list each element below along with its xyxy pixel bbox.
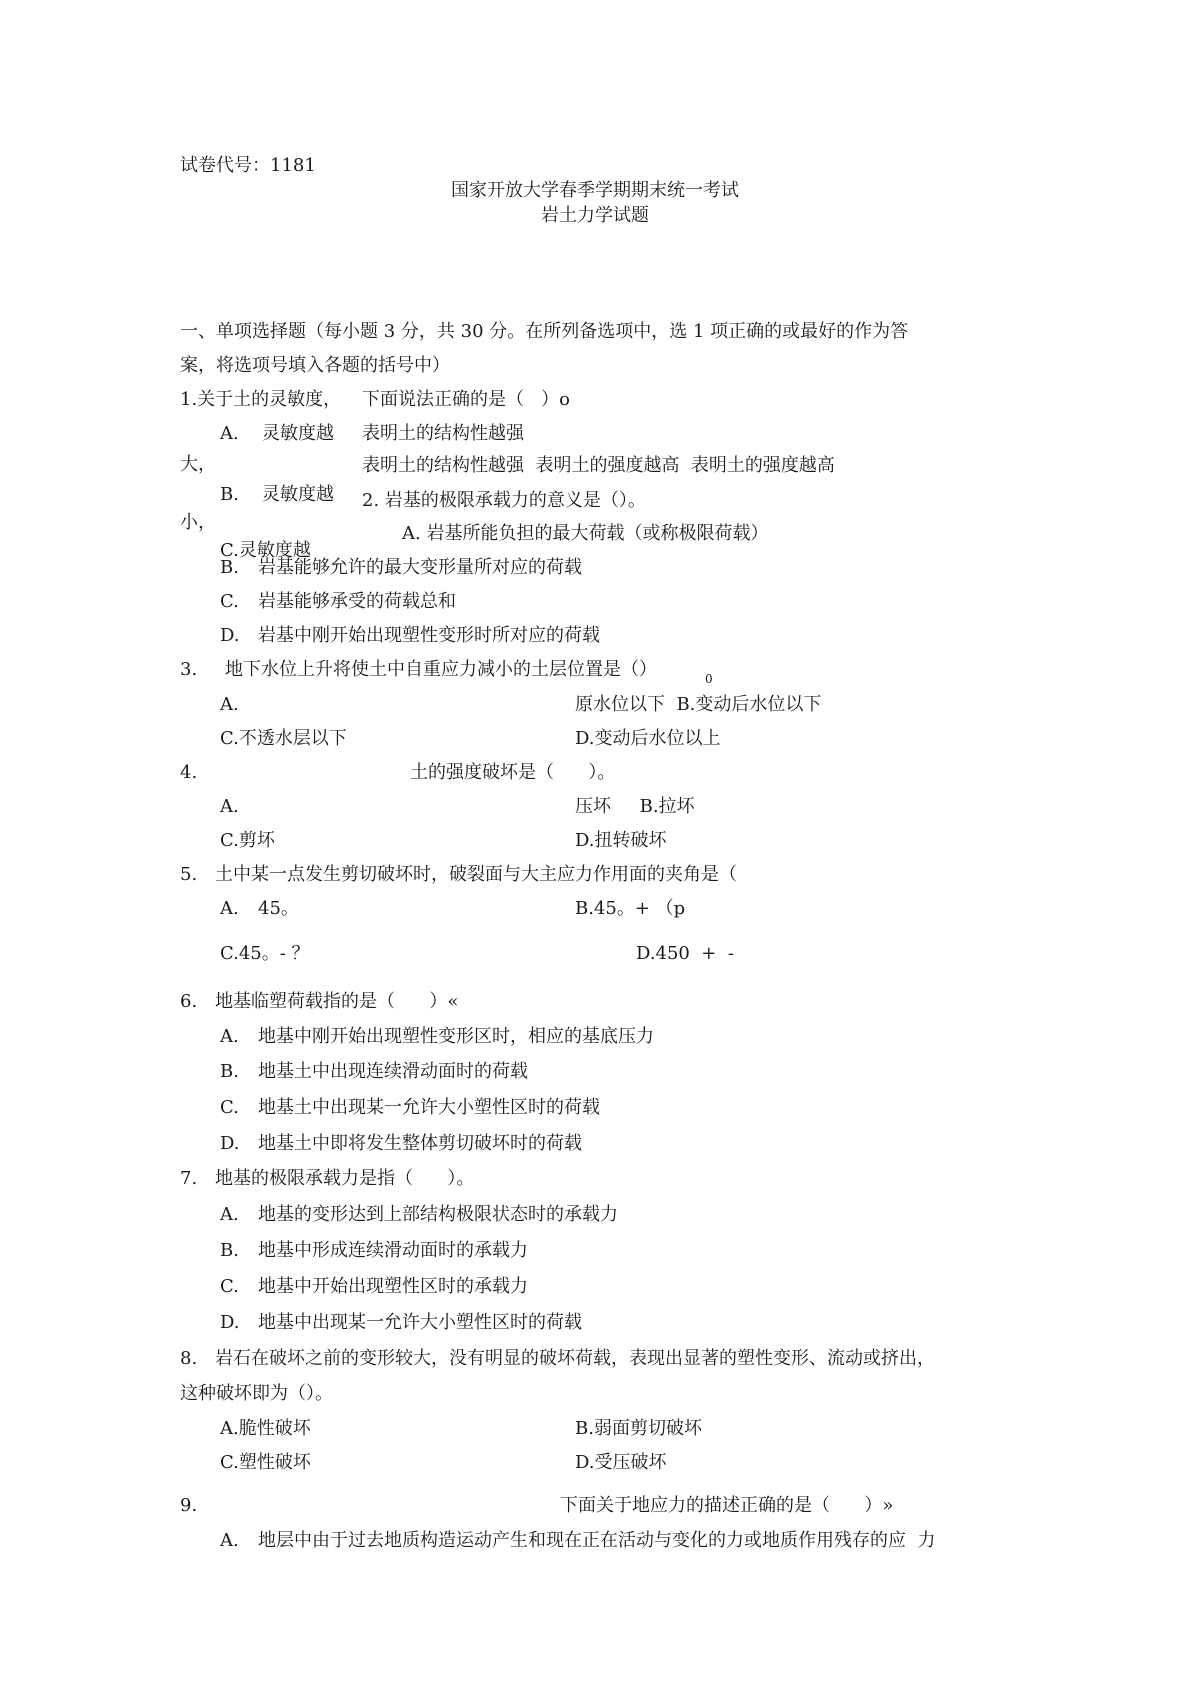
exam-subtitle: 岩土力学试题 bbox=[541, 205, 649, 226]
q5-number: 5. bbox=[180, 864, 198, 885]
q6-stem: 地基临塑荷载指的是（ ）« bbox=[215, 991, 459, 1012]
q3-number: 3. bbox=[180, 659, 198, 680]
q7-stem: 地基的极限承载力是指（ ）。 bbox=[215, 1168, 475, 1189]
q7-option-c-label: C. bbox=[220, 1276, 239, 1297]
q2-option-b-text: 岩基能够允许的最大变形量所对应的荷载 bbox=[258, 557, 582, 578]
q7-option-d-label: D. bbox=[220, 1312, 240, 1333]
q5-option-b: B.45。+ （p bbox=[575, 898, 686, 919]
q3-option-a-label: A. bbox=[220, 694, 239, 715]
exam-title: 国家开放大学春季学期期末统一考试 bbox=[451, 180, 739, 201]
q5-option-a-text: 45。 bbox=[258, 898, 299, 919]
q5-option-d: D.450 + - bbox=[636, 943, 734, 964]
q7-option-a-text: 地基的变形达到上部结构极限状态时的承载力 bbox=[258, 1204, 618, 1225]
q9-stem: 下面关于地应力的描述正确的是（ ）» bbox=[560, 1495, 894, 1516]
q3-option-d: D.变动后水位以上 bbox=[575, 728, 721, 749]
q7-option-c-text: 地基中开始出现塑性区时的承载力 bbox=[258, 1276, 528, 1297]
q1-option-c-text: C.灵敏度越 bbox=[220, 540, 311, 561]
q2-option-b-label: B. bbox=[220, 557, 239, 578]
q8-number: 8. bbox=[180, 1348, 198, 1369]
q1-option-b-label: B. bbox=[220, 484, 239, 505]
q6-option-c-text: 地基土中出现某一允许大小塑性区时的荷载 bbox=[258, 1097, 600, 1118]
q2-option-c-text: 岩基能够承受的荷载总和 bbox=[258, 591, 456, 612]
q8-option-b: B.弱面剪切破坏 bbox=[575, 1418, 702, 1439]
q8-option-d: D.受压破坏 bbox=[575, 1452, 667, 1473]
q1-stem-part-2: 下面说法正确的是（ ）o bbox=[362, 389, 571, 410]
q1-wrap-da: 大， bbox=[180, 454, 216, 475]
q6-option-a-text: 地基中刚开始出现塑性变形区时，相应的基底压力 bbox=[258, 1026, 654, 1047]
exam-code: 试卷代号：1181 bbox=[180, 155, 316, 176]
section-heading-line-1: 一、单项选择题（每小题 3 分，共 30 分。在所列备选项中，选 1 项正确的或最好的作为答 bbox=[180, 321, 909, 342]
q6-option-c-label: C. bbox=[220, 1097, 239, 1118]
q7-option-b-text: 地基中形成连续滑动面时的承载力 bbox=[258, 1240, 528, 1261]
q4-option-c: C.剪坏 bbox=[220, 830, 275, 851]
q2-option-a: A. 岩基所能负担的最大荷载（或称极限荷载） bbox=[402, 523, 769, 544]
q8-stem-line-2: 这种破坏即为（）。 bbox=[180, 1383, 333, 1404]
q2-option-d-text: 岩基中刚开始出现塑性变形时所对应的荷载 bbox=[258, 625, 600, 646]
q9-number: 9. bbox=[180, 1495, 198, 1516]
q7-option-b-label: B. bbox=[220, 1240, 239, 1261]
q4-option-d: D.扭转破坏 bbox=[575, 830, 667, 851]
q1-option-a-label: A. bbox=[220, 423, 239, 444]
q6-option-b-label: B. bbox=[220, 1061, 239, 1082]
q9-option-a-label: A. bbox=[220, 1530, 239, 1551]
q7-option-d-text: 地基中出现某一允许大小塑性区时的荷载 bbox=[258, 1312, 582, 1333]
q4-options-ab-text: 压坏 B.拉坏 bbox=[575, 796, 695, 817]
q2-option-c-label: C. bbox=[220, 591, 239, 612]
q1-stem-part-1: 1.关于土的灵敏度， bbox=[180, 389, 342, 410]
q8-option-c: C.塑性破坏 bbox=[220, 1452, 311, 1473]
q3-option-c: C.不透水层以下 bbox=[220, 728, 347, 749]
q3-options-ab-text: 原水位以下 B.变动后水位以下 bbox=[575, 694, 822, 715]
q2-option-d-label: D. bbox=[220, 625, 240, 646]
q5-option-c: C.45。- ？ bbox=[220, 943, 310, 964]
q5-stem: 土中某一点发生剪切破坏时，破裂面与大主应力作用面的夹角是（ bbox=[215, 864, 737, 885]
q6-option-a-label: A. bbox=[220, 1026, 239, 1047]
q2-stem: 2. 岩基的极限承载力的意义是（）。 bbox=[362, 490, 646, 511]
q6-number: 6. bbox=[180, 991, 198, 1012]
q7-number: 7. bbox=[180, 1168, 198, 1189]
q4-number: 4. bbox=[180, 762, 198, 783]
q3-stem: 地下水位上升将使土中自重应力减小的土层位置是（） bbox=[225, 659, 657, 680]
q1-option-a-text-2: 表明土的结构性越强 bbox=[362, 423, 524, 444]
q7-option-a-label: A. bbox=[220, 1204, 239, 1225]
q9-option-a-text: 地层中由于过去地质构造运动产生和现在正在活动与变化的力或地质作用残存的应 力 bbox=[258, 1530, 936, 1551]
q5-option-a-label: A. bbox=[220, 898, 239, 919]
q6-option-d-label: D. bbox=[220, 1133, 240, 1154]
q6-option-b-text: 地基土中出现连续滑动面时的荷载 bbox=[258, 1061, 528, 1082]
q1-option-b-text-1: 灵敏度越 bbox=[262, 484, 334, 505]
q3-mark: 0 bbox=[705, 672, 713, 686]
q6-option-d-text: 地基土中即将发生整体剪切破坏时的荷载 bbox=[258, 1133, 582, 1154]
q4-stem: 土的强度破坏是（ ）。 bbox=[410, 762, 616, 783]
q8-option-a: A.脆性破坏 bbox=[220, 1418, 311, 1439]
q1-wrap-xiao: 小， bbox=[180, 512, 216, 533]
q8-stem-line-1: 岩石在破坏之前的变形较大，没有明显的破坏荷载，表现出显著的塑性变形、流动或挤出， bbox=[215, 1348, 935, 1369]
q1-option-a-text-1: 灵敏度越 bbox=[262, 423, 334, 444]
q4-option-a-label: A. bbox=[220, 796, 239, 817]
q1-options-bcd-text: 表明土的结构性越强 表明土的强度越高 表明土的强度越高 bbox=[362, 455, 835, 476]
section-heading-line-2: 案，将选项号填入各题的括号中） bbox=[180, 355, 450, 376]
